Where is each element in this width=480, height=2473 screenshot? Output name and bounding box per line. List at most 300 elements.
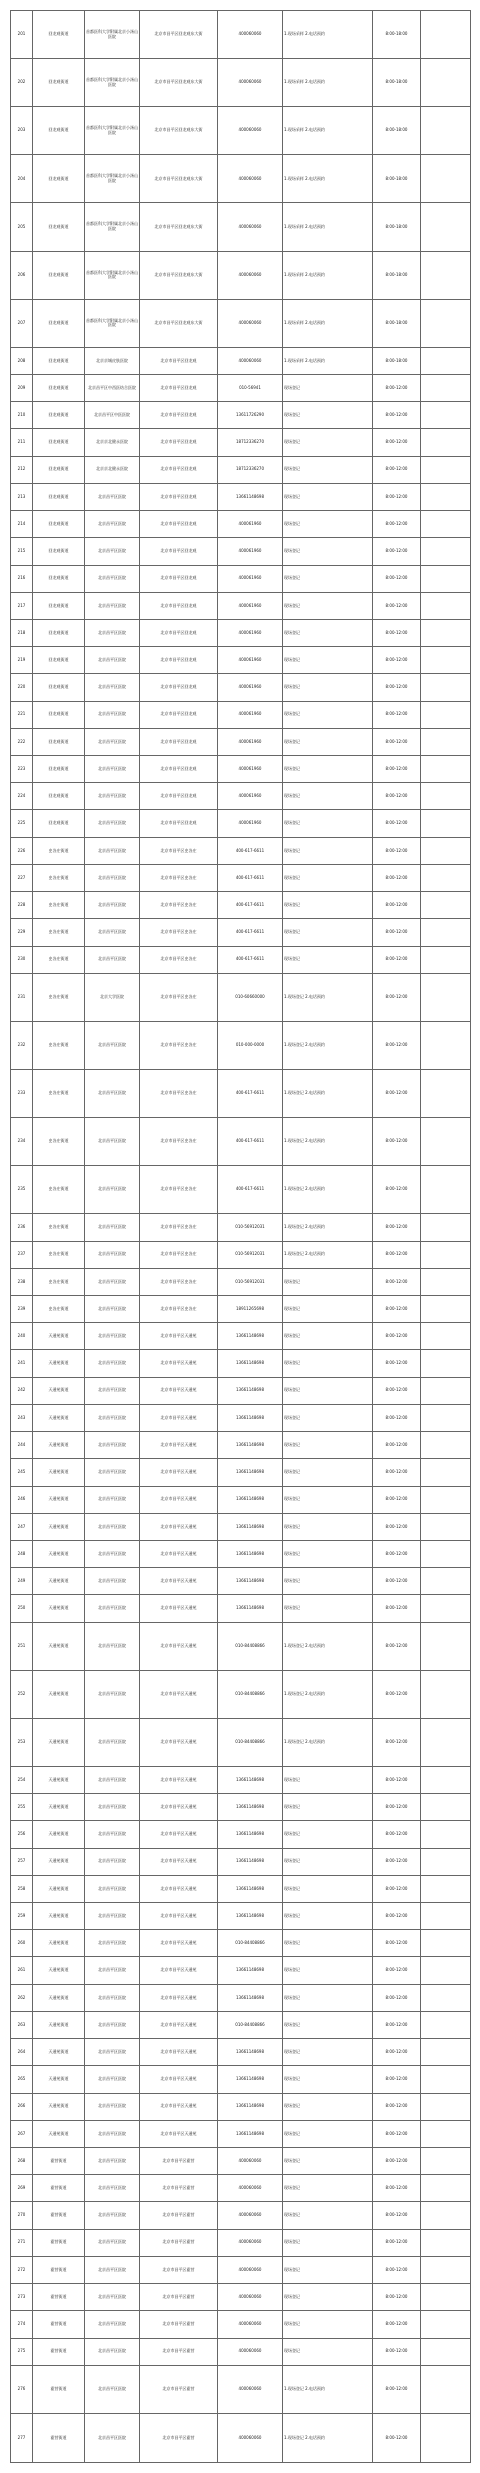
district-cell: 天通苑街道 — [33, 2039, 85, 2066]
method-cell: 现场登记 — [283, 647, 373, 674]
extra-cell — [421, 1568, 471, 1595]
method-cell: 1.现场登记 2.电话预约 — [283, 1670, 373, 1718]
row-number: 256 — [11, 1821, 33, 1848]
extra-cell — [421, 11, 471, 59]
hours-cell: 8:00-12:00 — [373, 2202, 421, 2229]
organization-cell: 北京昌平区医院 — [85, 946, 140, 973]
extra-cell — [421, 973, 471, 1021]
address-cell: 北京市昌平区回龙观 — [140, 511, 218, 538]
address-cell: 北京市昌平区天通苑 — [140, 1513, 218, 1540]
extra-cell — [421, 1984, 471, 2011]
phone-cell: 400061960 — [218, 511, 283, 538]
row-number: 211 — [11, 429, 33, 456]
district-cell: 天通苑街道 — [33, 1622, 85, 1670]
row-number: 222 — [11, 728, 33, 755]
table-row — [11, 1903, 471, 1930]
organization-cell: 北京昌平区医院 — [85, 1377, 140, 1404]
organization-cell: 北京昌平区中西医结合医院 — [85, 374, 140, 401]
method-cell: 现场登记 — [283, 1930, 373, 1957]
extra-cell — [421, 783, 471, 810]
phone-cell: 400061960 — [218, 619, 283, 646]
hours-cell: 8:00-12:00 — [373, 1540, 421, 1567]
address-cell: 北京市昌平区霍营 — [140, 2229, 218, 2256]
hours-cell: 8:00-12:00 — [373, 2011, 421, 2038]
method-cell: 1.现场登记 2.电话预约 — [283, 1021, 373, 1069]
method-cell: 现场登记 — [283, 374, 373, 401]
table-row — [11, 2066, 471, 2093]
extra-cell — [421, 837, 471, 864]
extra-cell — [421, 592, 471, 619]
method-cell: 现场登记 — [283, 1568, 373, 1595]
district-cell: 天通苑街道 — [33, 1875, 85, 1902]
table-row — [11, 728, 471, 755]
address-cell: 北京市昌平区天通苑 — [140, 1432, 218, 1459]
address-cell: 北京市昌平区霍营 — [140, 2365, 218, 2413]
row-number: 224 — [11, 783, 33, 810]
address-cell: 北京市昌平区天通苑 — [140, 1984, 218, 2011]
hours-cell: 8:00-12:00 — [373, 619, 421, 646]
method-cell: 现场登记 — [283, 1984, 373, 2011]
address-cell: 北京市昌平区史各庄 — [140, 1166, 218, 1214]
phone-cell: 13661148698 — [218, 1766, 283, 1793]
organization-cell: 北京昌平区医院 — [85, 619, 140, 646]
extra-cell — [421, 919, 471, 946]
method-cell: 1.现场登记 2.电话预约 — [283, 1070, 373, 1118]
row-number: 262 — [11, 1984, 33, 2011]
district-cell: 天通苑街道 — [33, 1513, 85, 1540]
method-cell: 现场登记 — [283, 402, 373, 429]
phone-cell: 400-617-6611 — [218, 1166, 283, 1214]
phone-cell: 010-56912031 — [218, 1268, 283, 1295]
table-row — [11, 374, 471, 401]
extra-cell — [421, 1377, 471, 1404]
method-cell: 现场登记 — [283, 2011, 373, 2038]
row-number: 227 — [11, 864, 33, 891]
organization-cell: 北京昌平区医院 — [85, 1794, 140, 1821]
method-cell: 1.现场登记 2.电话预约 — [283, 1622, 373, 1670]
phone-cell: 010-84408866 — [218, 1622, 283, 1670]
organization-cell: 北京昌平区医院 — [85, 2365, 140, 2413]
row-number: 246 — [11, 1486, 33, 1513]
table-row — [11, 1513, 471, 1540]
district-cell: 回龙观街道 — [33, 783, 85, 810]
extra-cell — [421, 2093, 471, 2120]
phone-cell: 400060060 — [218, 2284, 283, 2311]
district-cell: 回龙观街道 — [33, 592, 85, 619]
row-number: 229 — [11, 919, 33, 946]
row-number: 233 — [11, 1070, 33, 1118]
hours-cell: 8:00-18:00 — [373, 11, 421, 59]
extra-cell — [421, 107, 471, 155]
hours-cell: 8:00-12:00 — [373, 1166, 421, 1214]
row-number: 239 — [11, 1296, 33, 1323]
organization-cell: 北京昌平区医院 — [85, 756, 140, 783]
table-row — [11, 1350, 471, 1377]
phone-cell: 400060060 — [218, 107, 283, 155]
row-number: 234 — [11, 1118, 33, 1166]
row-number: 206 — [11, 251, 33, 299]
row-number: 217 — [11, 592, 33, 619]
row-number: 259 — [11, 1903, 33, 1930]
table-row — [11, 647, 471, 674]
district-cell: 史各庄街道 — [33, 1296, 85, 1323]
table-row — [11, 973, 471, 1021]
organization-cell: 北京昌平区医院 — [85, 1595, 140, 1622]
row-number: 274 — [11, 2311, 33, 2338]
organization-cell: 北京昌平区医院 — [85, 1118, 140, 1166]
address-cell: 北京市昌平区霍营 — [140, 2202, 218, 2229]
method-cell: 1.现场采样 2.电话预约 — [283, 155, 373, 203]
organization-cell: 北京昌平区医院 — [85, 1214, 140, 1241]
address-cell: 北京市昌平区回龙观 — [140, 728, 218, 755]
organization-cell: 北京昌平区医院 — [85, 728, 140, 755]
table-row — [11, 756, 471, 783]
table-row — [11, 429, 471, 456]
extra-cell — [421, 1432, 471, 1459]
row-number: 208 — [11, 347, 33, 374]
district-cell: 史各庄街道 — [33, 1021, 85, 1069]
table-row — [11, 2311, 471, 2338]
address-cell: 北京市昌平区史各庄 — [140, 973, 218, 1021]
row-number: 255 — [11, 1794, 33, 1821]
district-cell: 史各庄街道 — [33, 892, 85, 919]
hours-cell: 8:00-12:00 — [373, 2039, 421, 2066]
extra-cell — [421, 2338, 471, 2365]
row-number: 240 — [11, 1323, 33, 1350]
row-number: 272 — [11, 2256, 33, 2283]
extra-cell — [421, 1296, 471, 1323]
table-row — [11, 2229, 471, 2256]
address-cell: 北京市昌平区天通苑 — [140, 1794, 218, 1821]
organization-cell: 北京昌平区医院 — [85, 1957, 140, 1984]
phone-cell: 13661148698 — [218, 1848, 283, 1875]
address-cell: 北京市昌平区回龙观 — [140, 402, 218, 429]
phone-cell: 13661148698 — [218, 2039, 283, 2066]
method-cell: 现场登记 — [283, 2229, 373, 2256]
method-cell: 现场登记 — [283, 1486, 373, 1513]
table-row — [11, 1432, 471, 1459]
method-cell: 现场登记 — [283, 1540, 373, 1567]
row-number: 203 — [11, 107, 33, 155]
method-cell: 现场登记 — [283, 1296, 373, 1323]
row-number: 271 — [11, 2229, 33, 2256]
row-number: 264 — [11, 2039, 33, 2066]
phone-cell: 010-60660000 — [218, 973, 283, 1021]
hours-cell: 8:00-12:00 — [373, 429, 421, 456]
organization-cell: 北京昌平区医院 — [85, 1404, 140, 1431]
district-cell: 史各庄街道 — [33, 973, 85, 1021]
table-row — [11, 674, 471, 701]
method-cell: 现场登记 — [283, 2256, 373, 2283]
table-row — [11, 2413, 471, 2462]
extra-cell — [421, 2413, 471, 2462]
district-cell: 回龙观街道 — [33, 483, 85, 510]
row-number: 260 — [11, 1930, 33, 1957]
organization-cell: 北京昌平区医院 — [85, 647, 140, 674]
organization-cell: 首都医科大学附属北京小汤山医院 — [85, 11, 140, 59]
hours-cell: 8:00-12:00 — [373, 2066, 421, 2093]
address-cell: 北京市昌平区回龙观东大街 — [140, 11, 218, 59]
extra-cell — [421, 299, 471, 347]
hours-cell: 8:00-12:00 — [373, 2120, 421, 2147]
extra-cell — [421, 1268, 471, 1295]
row-number: 245 — [11, 1459, 33, 1486]
row-number: 247 — [11, 1513, 33, 1540]
extra-cell — [421, 1513, 471, 1540]
service-points-table — [10, 10, 471, 2463]
method-cell: 现场登记 — [283, 1377, 373, 1404]
table-row — [11, 946, 471, 973]
district-cell: 回龙观街道 — [33, 11, 85, 59]
extra-cell — [421, 1622, 471, 1670]
district-cell: 史各庄街道 — [33, 1166, 85, 1214]
row-number: 267 — [11, 2120, 33, 2147]
table-row — [11, 1296, 471, 1323]
district-cell: 史各庄街道 — [33, 1118, 85, 1166]
organization-cell: 北京昌平区医院 — [85, 2148, 140, 2175]
phone-cell: 400060060 — [218, 2148, 283, 2175]
district-cell: 霍营街道 — [33, 2413, 85, 2462]
table-row — [11, 1794, 471, 1821]
organization-cell: 北京昌平区医院 — [85, 538, 140, 565]
address-cell: 北京市昌平区史各庄 — [140, 1118, 218, 1166]
row-number: 207 — [11, 299, 33, 347]
phone-cell: 400060060 — [218, 59, 283, 107]
hours-cell: 8:00-12:00 — [373, 1930, 421, 1957]
table-row — [11, 251, 471, 299]
phone-cell: 400060060 — [218, 2413, 283, 2462]
hours-cell: 8:00-12:00 — [373, 1486, 421, 1513]
address-cell: 北京市昌平区天通苑 — [140, 1875, 218, 1902]
phone-cell: 13661148698 — [218, 1794, 283, 1821]
organization-cell: 北京昌平区医院 — [85, 1268, 140, 1295]
row-number: 210 — [11, 402, 33, 429]
hours-cell: 8:00-12:00 — [373, 783, 421, 810]
district-cell: 霍营街道 — [33, 2202, 85, 2229]
table-row — [11, 1241, 471, 1268]
phone-cell: 400060060 — [218, 251, 283, 299]
address-cell: 北京市昌平区回龙观东大街 — [140, 299, 218, 347]
extra-cell — [421, 2256, 471, 2283]
address-cell: 北京市昌平区天通苑 — [140, 1903, 218, 1930]
hours-cell: 8:00-12:00 — [373, 1568, 421, 1595]
phone-cell: 400061960 — [218, 592, 283, 619]
method-cell: 现场登记 — [283, 1404, 373, 1431]
method-cell: 现场登记 — [283, 1432, 373, 1459]
extra-cell — [421, 1848, 471, 1875]
row-number: 223 — [11, 756, 33, 783]
hours-cell: 8:00-12:00 — [373, 1957, 421, 1984]
hours-cell: 8:00-12:00 — [373, 456, 421, 483]
district-cell: 天通苑街道 — [33, 1984, 85, 2011]
row-number: 202 — [11, 59, 33, 107]
table-row — [11, 1848, 471, 1875]
organization-cell: 北京昌平区医院 — [85, 1766, 140, 1793]
hours-cell: 8:00-12:00 — [373, 1670, 421, 1718]
table-row — [11, 483, 471, 510]
phone-cell: 400061960 — [218, 728, 283, 755]
extra-cell — [421, 374, 471, 401]
phone-cell: 400061960 — [218, 565, 283, 592]
district-cell: 天通苑街道 — [33, 1323, 85, 1350]
district-cell: 回龙观街道 — [33, 728, 85, 755]
address-cell: 北京市昌平区天通苑 — [140, 1404, 218, 1431]
district-cell: 霍营街道 — [33, 2338, 85, 2365]
table-row — [11, 783, 471, 810]
hours-cell: 8:00-12:00 — [373, 1432, 421, 1459]
extra-cell — [421, 1166, 471, 1214]
address-cell: 北京市昌平区回龙观东大街 — [140, 251, 218, 299]
method-cell: 1.现场采样 2.电话预约 — [283, 347, 373, 374]
address-cell: 北京市昌平区回龙观 — [140, 701, 218, 728]
address-cell: 北京市昌平区史各庄 — [140, 864, 218, 891]
organization-cell: 北京昌平区医院 — [85, 674, 140, 701]
district-cell: 回龙观街道 — [33, 299, 85, 347]
district-cell: 回龙观街道 — [33, 674, 85, 701]
phone-cell: 13661148698 — [218, 1377, 283, 1404]
hours-cell: 8:00-12:00 — [373, 1766, 421, 1793]
district-cell: 回龙观街道 — [33, 374, 85, 401]
hours-cell: 8:00-12:00 — [373, 1595, 421, 1622]
method-cell: 现场登记 — [283, 1903, 373, 1930]
hours-cell: 8:00-12:00 — [373, 1323, 421, 1350]
table-row — [11, 1622, 471, 1670]
hours-cell: 8:00-12:00 — [373, 511, 421, 538]
table-row — [11, 2093, 471, 2120]
extra-cell — [421, 1350, 471, 1377]
phone-cell: 13661148698 — [218, 1875, 283, 1902]
table-row — [11, 2120, 471, 2147]
address-cell: 北京市昌平区天通苑 — [140, 2039, 218, 2066]
district-cell: 天通苑街道 — [33, 1432, 85, 1459]
table-row — [11, 2011, 471, 2038]
method-cell: 现场登记 — [283, 756, 373, 783]
table-row — [11, 1670, 471, 1718]
hours-cell: 8:00-12:00 — [373, 1404, 421, 1431]
organization-cell: 北京昌平区医院 — [85, 1166, 140, 1214]
address-cell: 北京市昌平区史各庄 — [140, 946, 218, 973]
extra-cell — [421, 2365, 471, 2413]
phone-cell: 400061960 — [218, 783, 283, 810]
organization-cell: 北京昌平区医院 — [85, 919, 140, 946]
table-row — [11, 2148, 471, 2175]
row-number: 201 — [11, 11, 33, 59]
hours-cell: 8:00-12:00 — [373, 1718, 421, 1766]
table-row — [11, 565, 471, 592]
table-row — [11, 2365, 471, 2413]
method-cell: 现场登记 — [283, 1323, 373, 1350]
method-cell: 现场登记 — [283, 538, 373, 565]
table-row — [11, 837, 471, 864]
address-cell: 北京市昌平区回龙观 — [140, 347, 218, 374]
extra-cell — [421, 1957, 471, 1984]
row-number: 265 — [11, 2066, 33, 2093]
extra-cell — [421, 701, 471, 728]
address-cell: 北京市昌平区天通苑 — [140, 1540, 218, 1567]
organization-cell: 北京昌平区医院 — [85, 1513, 140, 1540]
method-cell: 1.现场登记 2.电话预约 — [283, 2413, 373, 2462]
method-cell: 1.现场采样 2.电话预约 — [283, 107, 373, 155]
district-cell: 史各庄街道 — [33, 1241, 85, 1268]
extra-cell — [421, 1670, 471, 1718]
extra-cell — [421, 1595, 471, 1622]
extra-cell — [421, 892, 471, 919]
table-row — [11, 203, 471, 251]
address-cell: 北京市昌平区天通苑 — [140, 2066, 218, 2093]
hours-cell: 8:00-12:00 — [373, 2311, 421, 2338]
phone-cell: 400060060 — [218, 2338, 283, 2365]
extra-cell — [421, 674, 471, 701]
extra-cell — [421, 456, 471, 483]
hours-cell: 8:00-12:00 — [373, 864, 421, 891]
phone-cell: 18712336270 — [218, 429, 283, 456]
organization-cell: 北京昌平区医院 — [85, 2413, 140, 2462]
extra-cell — [421, 429, 471, 456]
method-cell: 现场登记 — [283, 783, 373, 810]
organization-cell: 北京京城皮肤医院 — [85, 347, 140, 374]
phone-cell: 13661148698 — [218, 2093, 283, 2120]
table-row — [11, 1821, 471, 1848]
address-cell: 北京市昌平区史各庄 — [140, 1268, 218, 1295]
extra-cell — [421, 155, 471, 203]
row-number: 236 — [11, 1214, 33, 1241]
hours-cell: 8:00-12:00 — [373, 1848, 421, 1875]
extra-cell — [421, 864, 471, 891]
district-cell: 回龙观街道 — [33, 810, 85, 837]
phone-cell: 400061960 — [218, 538, 283, 565]
hours-cell: 8:00-12:00 — [373, 728, 421, 755]
organization-cell: 北京昌平区医院 — [85, 2202, 140, 2229]
phone-cell: 13661148698 — [218, 1984, 283, 2011]
method-cell: 现场登记 — [283, 701, 373, 728]
phone-cell: 400061960 — [218, 701, 283, 728]
address-cell: 北京市昌平区霍营 — [140, 2148, 218, 2175]
method-cell: 现场登记 — [283, 864, 373, 891]
extra-cell — [421, 2066, 471, 2093]
method-cell: 现场登记 — [283, 810, 373, 837]
method-cell: 现场登记 — [283, 1957, 373, 1984]
district-cell: 史各庄街道 — [33, 1070, 85, 1118]
row-number: 225 — [11, 810, 33, 837]
table-row — [11, 592, 471, 619]
district-cell: 天通苑街道 — [33, 1486, 85, 1513]
extra-cell — [421, 1903, 471, 1930]
row-number: 235 — [11, 1166, 33, 1214]
hours-cell: 8:00-12:00 — [373, 2148, 421, 2175]
row-number: 214 — [11, 511, 33, 538]
organization-cell: 首都医科大学附属北京小汤山医院 — [85, 59, 140, 107]
district-cell: 回龙观街道 — [33, 251, 85, 299]
district-cell: 天通苑街道 — [33, 1568, 85, 1595]
organization-cell: 北京昌平区医院 — [85, 2011, 140, 2038]
district-cell: 回龙观街道 — [33, 565, 85, 592]
table-row — [11, 1070, 471, 1118]
address-cell: 北京市昌平区天通苑 — [140, 1930, 218, 1957]
organization-cell: 首都医科大学附属北京小汤山医院 — [85, 251, 140, 299]
method-cell: 现场登记 — [283, 1821, 373, 1848]
organization-cell: 首都医科大学附属北京小汤山医院 — [85, 155, 140, 203]
address-cell: 北京市昌平区天通苑 — [140, 1718, 218, 1766]
extra-cell — [421, 1021, 471, 1069]
district-cell: 天通苑街道 — [33, 1350, 85, 1377]
extra-cell — [421, 1821, 471, 1848]
phone-cell: 13661148698 — [218, 1595, 283, 1622]
phone-cell: 13661148698 — [218, 483, 283, 510]
hours-cell: 8:00-12:00 — [373, 892, 421, 919]
phone-cell: 18712336270 — [218, 456, 283, 483]
address-cell: 北京市昌平区天通苑 — [140, 1848, 218, 1875]
address-cell: 北京市昌平区天通苑 — [140, 1670, 218, 1718]
